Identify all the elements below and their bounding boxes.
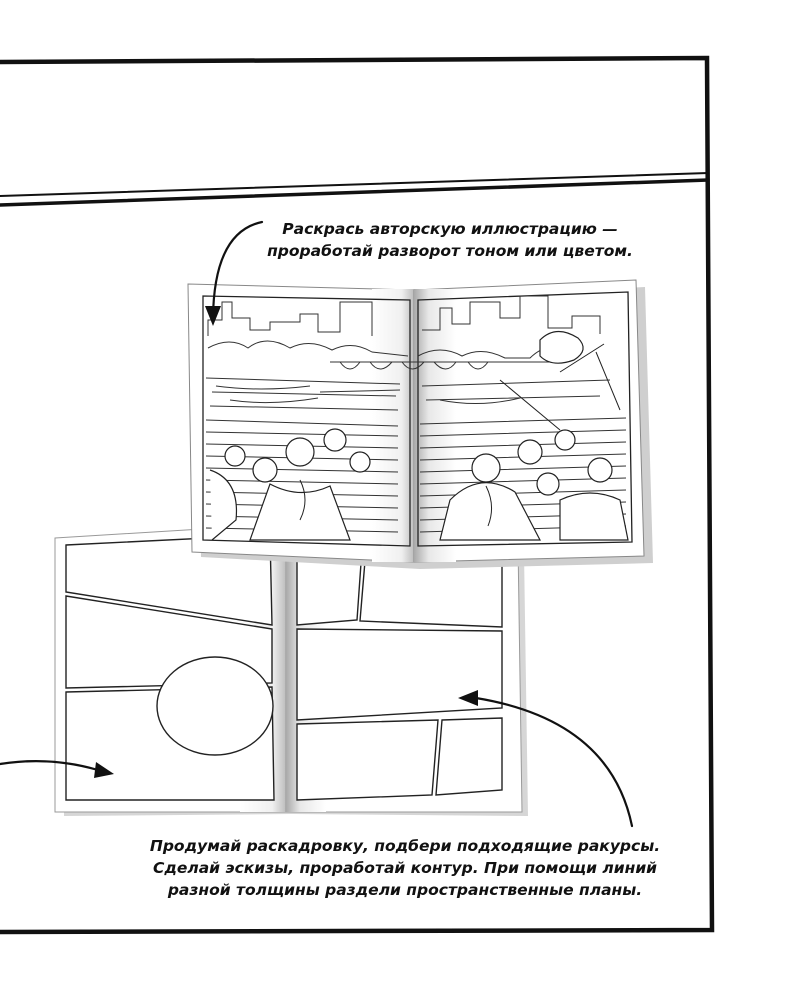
storyboard-caption-line-1: Продумай раскадровку, подбери подходящие ракурсы. (149, 837, 661, 855)
coloring-caption-line-1: Раскрась авторскую иллюстрацию — (282, 220, 618, 238)
storyboard-caption-line-2: Сделай эскизы, проработай контур. При помощи линий (152, 859, 658, 877)
coloring-caption (230, 218, 670, 262)
open-book-illustration (188, 280, 653, 569)
storyboard-caption-line-3: разной толщины раздели пространственные планы. (167, 881, 643, 899)
storyboard-caption (110, 835, 700, 901)
coloring-caption-line-2: проработай разворот тоном или цветом. (267, 242, 633, 260)
